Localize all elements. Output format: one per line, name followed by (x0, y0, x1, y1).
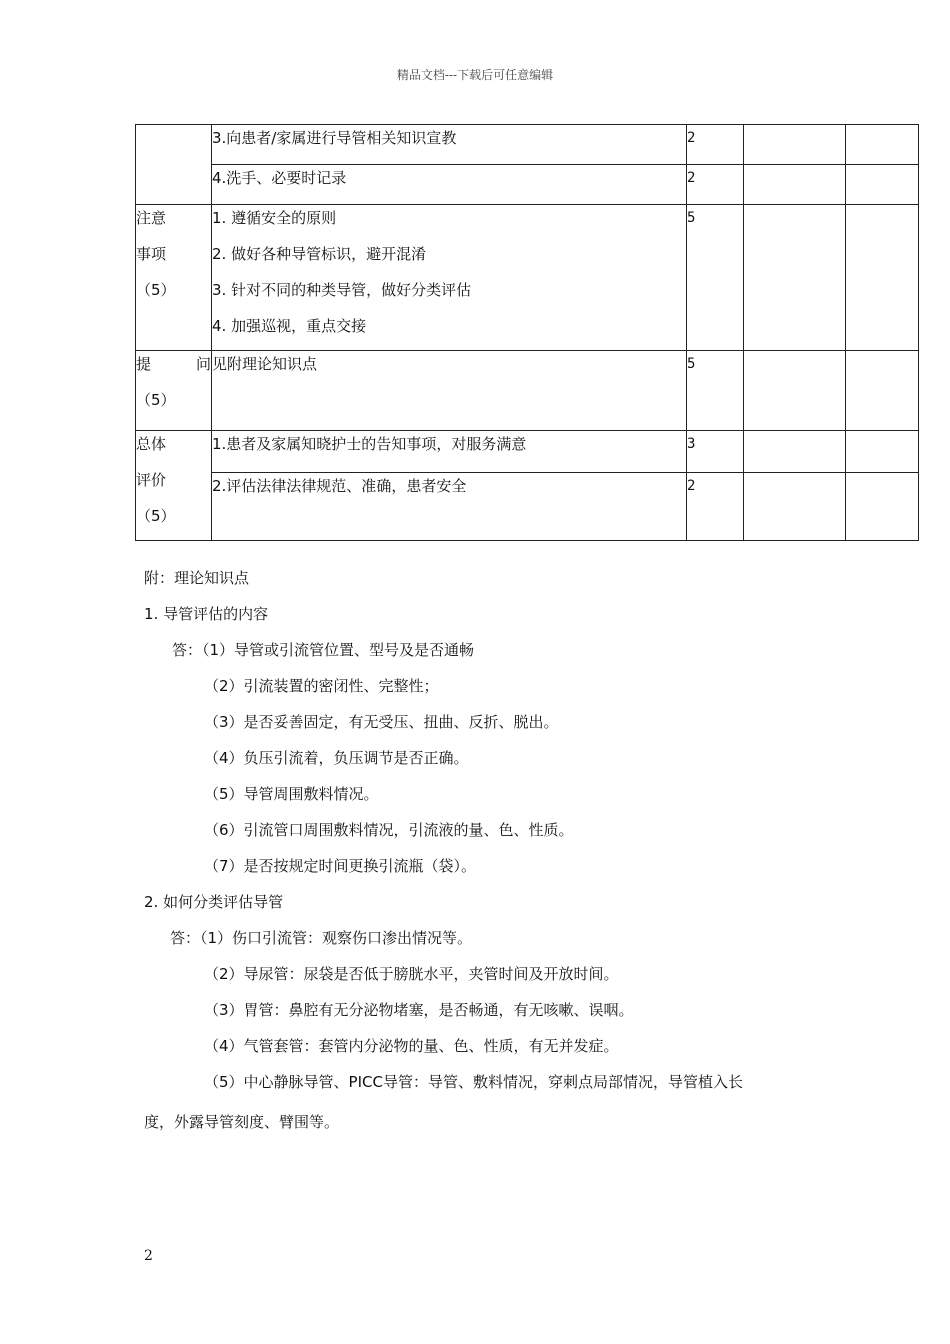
content-cell (212, 205, 687, 351)
question-2: 2. 如何分类评估导管 (144, 893, 284, 911)
empty-cell (744, 165, 846, 205)
score-cell: 2 (687, 165, 744, 205)
answer-line: （2）导尿管：尿袋是否低于膀胱水平，夹管时间及开放时间。 (204, 965, 619, 983)
answer-line: （4）负压引流着，负压调节是否正确。 (204, 749, 469, 767)
content-cell: 1.患者及家属知晓护士的告知事项，对服务满意 (212, 431, 687, 473)
table-row (136, 205, 919, 351)
table-row (136, 125, 919, 165)
list-item: 4. 加强巡视，重点交接 (212, 317, 367, 335)
answer-line: 答：（1）导管或引流管位置、型号及是否通畅 (172, 641, 475, 659)
answer-line: 答：（1）伤口引流管：观察伤口渗出情况等。 (170, 929, 473, 947)
answer-line: （6）引流管口周围敷料情况，引流液的量、色、性质。 (204, 821, 574, 839)
table-row (136, 351, 919, 431)
empty-cell (744, 205, 846, 351)
score-cell: 3 (687, 431, 744, 473)
list-item: 3. 针对不同的种类导管，做好分类评估 (212, 281, 472, 299)
empty-cell (846, 473, 919, 541)
score-cell: 2 (687, 473, 744, 541)
empty-cell (744, 351, 846, 431)
appendix-title: 附：理论知识点 (144, 569, 250, 587)
empty-cell (846, 205, 919, 351)
answer-continuation: 度，外露导管刻度、臂围等。 (144, 1113, 340, 1131)
category-cell: 提 问 （5） (136, 351, 212, 431)
content-cell: 4.洗手、必要时记录 (212, 165, 687, 205)
score-cell: 5 (687, 205, 744, 351)
list-item: 2. 做好各种导管标识，避开混淆 (212, 245, 427, 263)
category-cell (136, 125, 212, 205)
content-cell: 3.向患者/家属进行导管相关知识宣教 (212, 125, 687, 165)
answer-line: （2）引流装置的密闭性、完整性； (204, 677, 439, 695)
score-cell: 2 (687, 125, 744, 165)
content-cell: 见附理论知识点 (212, 351, 687, 431)
empty-cell (744, 473, 846, 541)
evaluation-table (135, 124, 919, 541)
table-row (136, 165, 919, 205)
category-cell: 注意 事项 （5） (136, 205, 212, 351)
answer-line: （5）导管周围敷料情况。 (204, 785, 379, 803)
empty-cell (846, 351, 919, 431)
question-1: 1. 导管评估的内容 (144, 605, 269, 623)
answer-line: （3）是否妥善固定，有无受压、扭曲、反折、脱出。 (204, 713, 559, 731)
page-header: 精品文档---下载后可任意编辑 (396, 68, 554, 82)
empty-cell (846, 431, 919, 473)
answer-line: （7）是否按规定时间更换引流瓶（袋）。 (204, 857, 477, 875)
table-row (136, 431, 919, 473)
content-cell: 2.评估法律法律规范、准确，患者安全 (212, 473, 687, 541)
list-item: 1. 遵循安全的原则 (212, 209, 337, 227)
empty-cell (744, 125, 846, 165)
score-cell: 5 (687, 351, 744, 431)
empty-cell (846, 165, 919, 205)
table-row (136, 473, 919, 541)
answer-line: （5）中心静脉导管、PICC导管：导管、敷料情况，穿刺点局部情况，导管植入长 (204, 1073, 743, 1091)
category-cell: 总体 评价 （5） (136, 431, 212, 541)
empty-cell (846, 125, 919, 165)
answer-line: （3）胃管：鼻腔有无分泌物堵塞，是否畅通，有无咳嗽、误咽。 (204, 1001, 634, 1019)
answer-line: （4）气管套管：套管内分泌物的量、色、性质，有无并发症。 (204, 1037, 619, 1055)
page-number: 2 (144, 1248, 153, 1264)
empty-cell (744, 431, 846, 473)
